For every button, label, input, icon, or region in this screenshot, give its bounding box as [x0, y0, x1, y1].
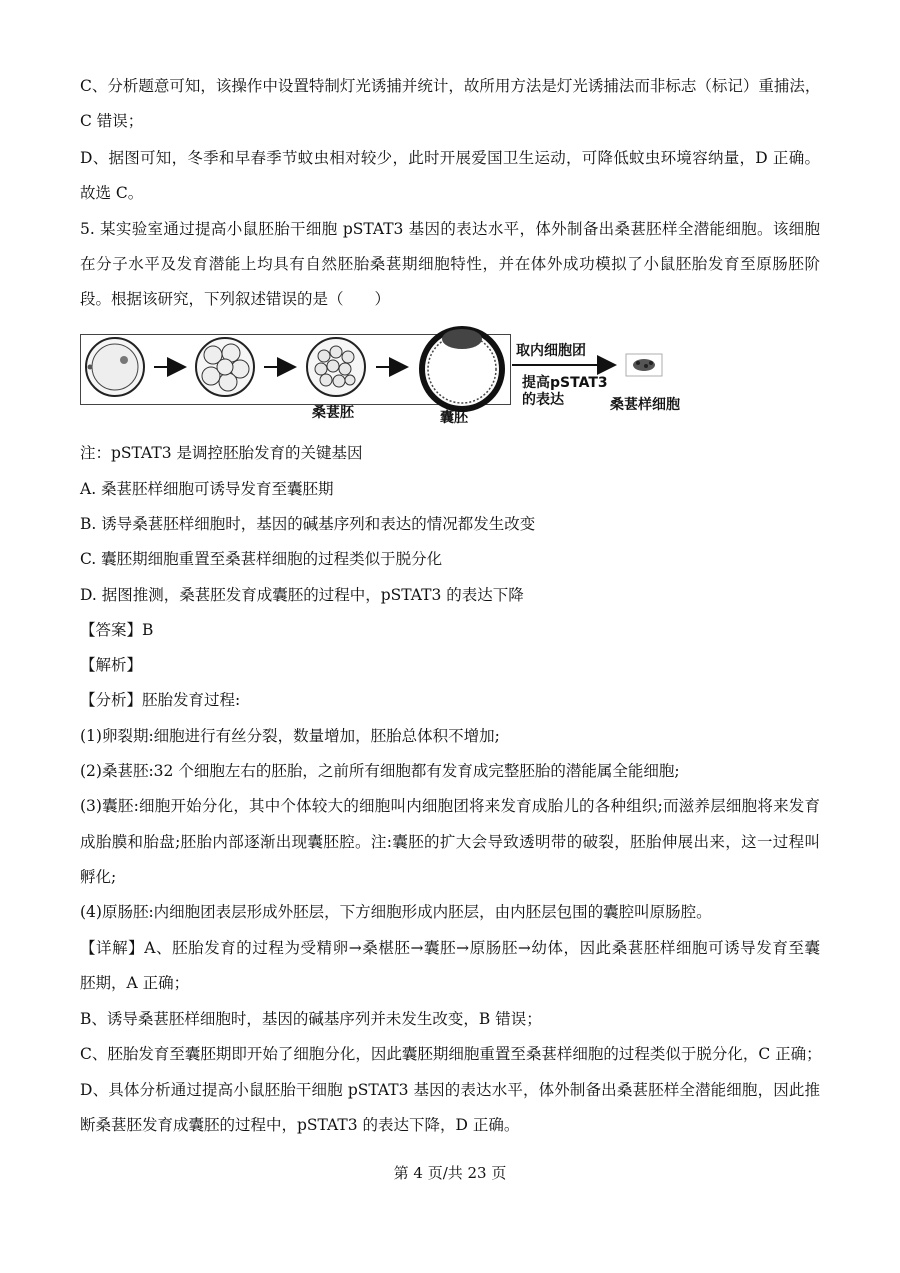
- option-b: B. 诱导桑葚胚样细胞时，基因的碱基序列和表达的情况都发生改变: [80, 515, 536, 533]
- analysis-item-3-line-2: 成胎膜和胎盘;胚胎内部逐渐出现囊胚腔。注:囊胚的扩大会导致透明带的破裂，胚胎伸展出来，这一过程叫: [80, 833, 820, 851]
- analysis-intro: 【分析】胚胎发育过程:: [80, 691, 241, 709]
- analysis-item-1: (1)卵裂期:细胞进行有丝分裂，数量增加，胚胎总体积不增加;: [80, 727, 500, 745]
- question-5-line-3: 段。根据该研究，下列叙述错误的是（ ）: [80, 290, 391, 308]
- label-morula: 桑葚胚: [312, 405, 354, 421]
- label-extract-icm: 取内细胞团: [516, 343, 586, 359]
- detail-line-6: 断桑葚胚发育成囊胚的过程中，pSTAT3 的表达下降，D 正确。: [80, 1116, 520, 1134]
- page-footer: 第 4 页/共 23 页: [393, 1164, 507, 1182]
- text-line-1: C、分析题意可知，该操作中设置特制灯光诱捕并统计，故所用方法是灯光诱捕法而非标志（标记）重捕法，: [80, 77, 821, 95]
- detail-line-3: B、诱导桑葚胚样细胞时，基因的碱基序列并未发生改变，B 错误；: [80, 1010, 542, 1028]
- text-line-2: C 错误；: [80, 112, 144, 130]
- label-raise-pstat3: 提高pSTAT3: [522, 375, 608, 391]
- morula-like-cells-icon: [626, 354, 662, 376]
- note-line: 注：pSTAT3 是调控胚胎发育的关键基因: [80, 444, 363, 462]
- detail-line-2: 胚期，A 正确；: [80, 974, 190, 992]
- morula-icon: [307, 338, 365, 396]
- zygote-icon: [86, 338, 144, 396]
- label-expression: 的表达: [522, 392, 564, 408]
- analysis-item-4: (4)原肠胚:内细胞团表层形成外胚层，下方细胞形成内胚层，由内胚层包围的囊腔叫原肠腔。: [80, 903, 712, 921]
- option-c: C. 囊胚期细胞重置至桑葚样细胞的过程类似于脱分化: [80, 550, 443, 568]
- text-line-4: 故选 C。: [80, 184, 144, 202]
- analysis-item-2: (2)桑葚胚:32 个细胞左右的胚胎，之前所有细胞都有发育成完整胚胎的潜能属全能细胞;: [80, 762, 680, 780]
- analysis-item-3-line-1: (3)囊胚:细胞开始分化，其中个体较大的细胞叫内细胞团将来发育成胎儿的各种组织;而滋养层细胞将来发育: [80, 797, 820, 815]
- detail-line-1: 【详解】A、胚胎发育的过程为受精卵→桑椹胚→囊胚→原肠胚→幼体，因此桑葚胚样细胞可诱导发育至囊: [80, 939, 820, 957]
- answer-line: 【答案】B: [80, 621, 154, 639]
- embryo-development-figure: [80, 322, 700, 432]
- text-line-3: D、据图可知，冬季和早春季节蚊虫相对较少，此时开展爱国卫生运动，可降低蚊虫环境容纳量，D 正确。: [80, 149, 820, 167]
- blastocyst-icon: [422, 329, 502, 409]
- question-5-line-2: 在分子水平及发育潜能上均具有自然胚胎桑葚期细胞特性，并在体外成功模拟了小鼠胚胎发育至原肠胚阶: [80, 255, 820, 273]
- detail-line-4: C、胚胎发育至囊胚期即开始了细胞分化，因此囊胚期细胞重置至桑葚样细胞的过程类似于脱分化，C 正确；: [80, 1045, 822, 1063]
- analysis-item-3-line-3: 孵化;: [80, 868, 117, 886]
- option-a: A. 桑葚胚样细胞可诱导发育至囊胚期: [80, 480, 334, 498]
- detail-line-5: D、具体分析通过提高小鼠胚胎干细胞 pSTAT3 基因的表达水平，体外制备出桑葚胚样全潜能细胞，因此推: [80, 1081, 820, 1099]
- option-d: D. 据图推测，桑葚胚发育成囊胚的过程中，pSTAT3 的表达下降: [80, 586, 524, 604]
- label-morula-like-cells: 桑葚样细胞: [610, 397, 680, 413]
- analysis-heading: 【解析】: [80, 656, 143, 674]
- eight-cell-embryo-icon: [196, 338, 254, 396]
- question-5-line-1: 5. 某实验室通过提高小鼠胚胎干细胞 pSTAT3 基因的表达水平，体外制备出桑葚胚样全潜能细胞。该细胞: [80, 220, 820, 238]
- label-blastocyst: 囊胚: [440, 410, 468, 426]
